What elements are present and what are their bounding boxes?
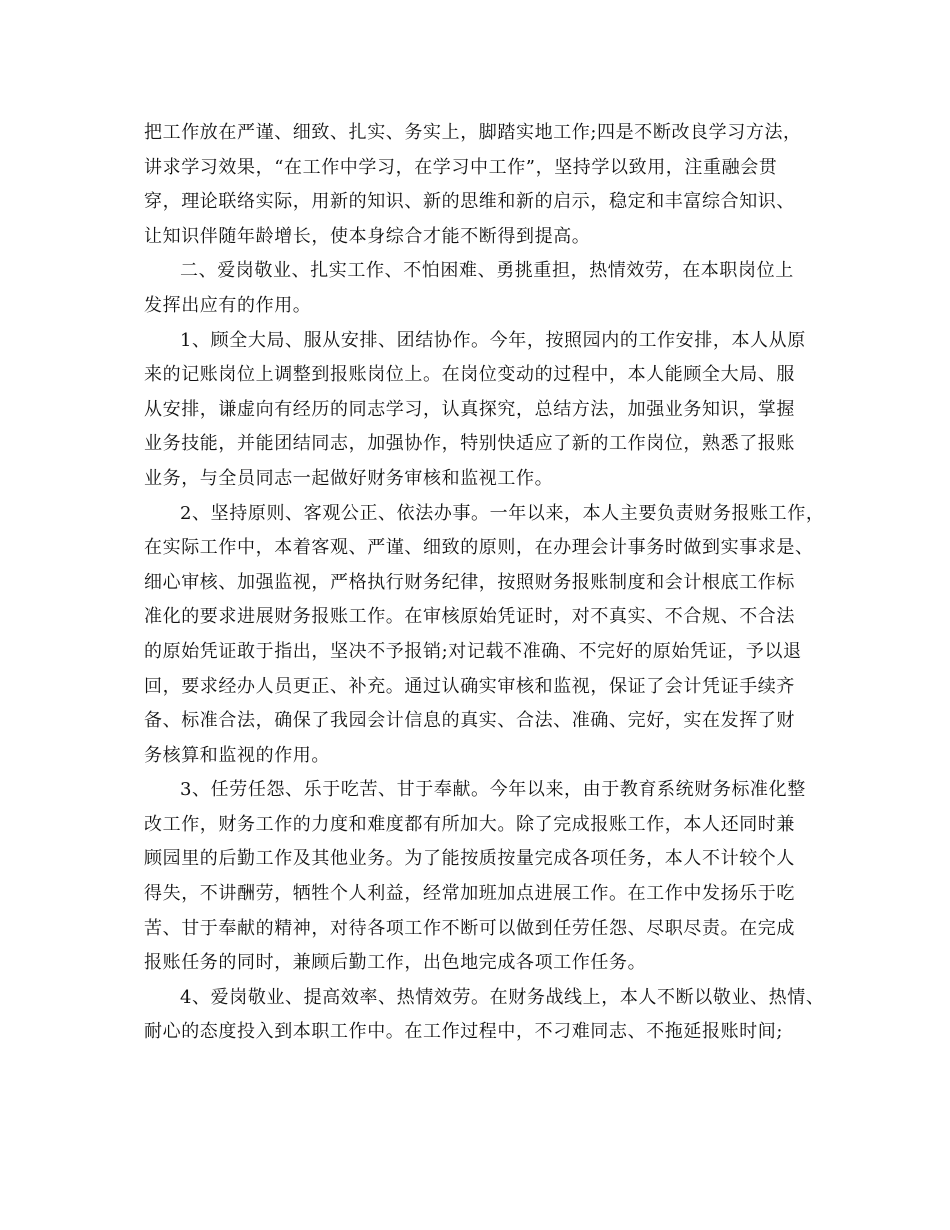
section-heading-line: 二、爱岗敬业、扎实工作、不怕困难、勇挑重担，热情效劳，在本职岗位上: [180, 260, 794, 282]
text-line: 得失，不讲酬劳，牺牲个人利益，经常加班加点进展工作。在工作中发扬乐于吃: [144, 883, 795, 905]
text-line: 在实际工作中，本着客观、严谨、细致的原则，在办理会计事务时做到实事求是、: [144, 537, 814, 559]
text-line: 顾园里的后勤工作及其他业务。为了能按质按量完成各项任务，本人不计较个人: [144, 848, 795, 870]
text-line: 的原始凭证敢于指出，坚决不予报销;对记载不准确、不完好的原始凭证，予以退: [144, 640, 802, 662]
text-line: 穿，理论联络实际，用新的知识、新的思维和新的启示，稳定和丰富综合知识、: [144, 191, 795, 213]
text-line: 改工作，财务工作的力度和难度都有所加大。除了完成报账工作，本人还同时兼: [144, 813, 795, 835]
text-line: 讲求学习效果，“在工作中学习，在学习中工作”，坚持学以致用，注重融会贯: [144, 156, 778, 178]
paragraph-start-line: 2、坚持原则、客观公正、依法办事。一年以来，本人主要负责财务报账工作，: [180, 502, 825, 524]
paragraph-start-line: 1、顾全大局、服从安排、团结协作。今年，按照园内的工作安排，本人从原: [180, 329, 806, 351]
text-line: 把工作放在严谨、细致、扎实、务实上，脚踏实地工作;四是不断改良学习方法，: [144, 122, 802, 143]
section-heading-line: 发挥出应有的作用。: [144, 294, 312, 316]
text-line: 报账任务的同时，兼顾后勤工作，出色地完成各项工作任务。: [144, 952, 647, 974]
text-line: 务核算和监视的作用。: [144, 744, 330, 766]
text-line: 来的记账岗位上调整到报账岗位上。在岗位变动的过程中，本人能顾全大局、服: [144, 364, 795, 386]
paragraph-start-line: 3、任劳任怨、乐于吃苦、甘于奉献。今年以来，由于教育系统财务标准化整: [180, 779, 806, 801]
text-line: 回，要求经办人员更正、补充。通过认确实审核和监视，保证了会计凭证手续齐: [144, 675, 795, 697]
body-text: [144, 116, 825, 1050]
text-line: 耐心的态度投入到本职工作中。在工作过程中，不刁难同志、不拖延报账时间;: [144, 1021, 784, 1043]
text-line: 业务技能，并能团结同志，加强协作，特别快适应了新的工作岗位，熟悉了报账: [144, 433, 795, 455]
text-line: 苦、甘于奉献的精神，对待各项工作不断可以做到任劳任怨、尽职尽责。在完成: [144, 917, 795, 939]
text-line: 让知识伴随年龄增长，使本身综合才能不断得到提高。: [144, 225, 591, 247]
text-line: 业务，与全员同志一起做好财务审核和监视工作。: [144, 467, 554, 489]
text-line: 从安排，谦虚向有经历的同志学习，认真探究，总结方法，加强业务知识，掌握: [144, 398, 795, 420]
text-line: 细心审核、加强监视，严格执行财务纪律，按照财务报账制度和会计根底工作标: [144, 571, 795, 593]
text-line: 准化的要求进展财务报账工作。在审核原始凭证时，对不真实、不合规、不合法: [144, 606, 795, 628]
paragraph-start-line: 4、爱岗敬业、提高效率、热情效劳。在财务战线上，本人不断以敬业、热情、: [180, 986, 825, 1008]
text-line: 备、标准合法，确保了我园会计信息的真实、合法、准确、完好，实在发挥了财: [144, 710, 795, 732]
